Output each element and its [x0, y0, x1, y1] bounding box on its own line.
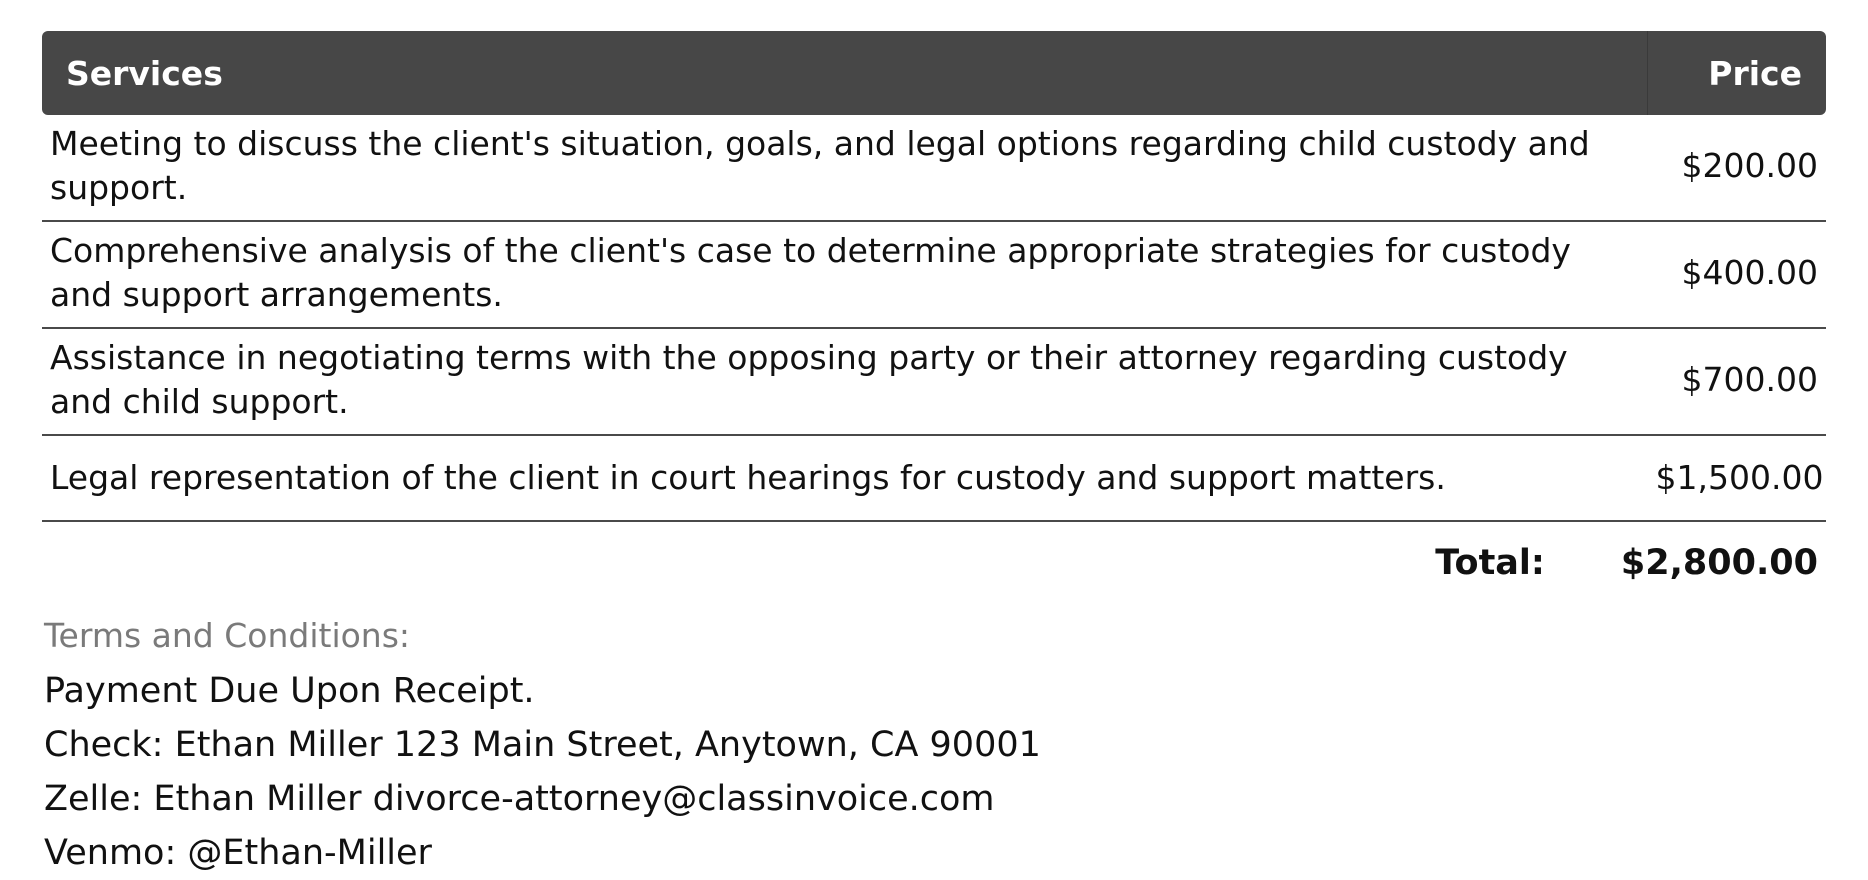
total-label: Total:	[1435, 543, 1545, 583]
invoice-page	[42, 31, 1826, 604]
service-description: Meeting to discuss the client's situation, goals, and legal options regarding child custody and support.	[42, 115, 1648, 221]
services-table	[42, 31, 1826, 522]
terms-title: Terms and Conditions:	[44, 616, 411, 655]
terms-section	[44, 608, 1041, 880]
table-row	[42, 221, 1826, 328]
service-price: $1,500.00	[1648, 435, 1827, 521]
terms-line: Zelle: Ethan Miller divorce-attorney@classinvoice.com	[44, 779, 995, 819]
table-row	[42, 435, 1826, 521]
service-price: $700.00	[1648, 328, 1827, 435]
terms-line: Venmo: @Ethan-Miller	[44, 833, 432, 873]
service-price: $400.00	[1648, 221, 1827, 328]
table-row	[42, 328, 1826, 435]
price-column-header: Price	[1648, 31, 1827, 115]
services-column-header: Services	[42, 31, 1648, 115]
service-description: Legal representation of the client in court hearings for custody and support matters.	[42, 435, 1648, 521]
total-value: $2,800.00	[1620, 543, 1818, 583]
terms-line: Payment Due Upon Receipt.	[44, 671, 535, 711]
service-description: Comprehensive analysis of the client's case to determine appropriate strategies for custody and support arrangements.	[42, 221, 1648, 328]
total-row	[42, 522, 1826, 604]
table-header-row	[42, 31, 1826, 115]
table-row	[42, 115, 1826, 221]
terms-line: Check: Ethan Miller 123 Main Street, Anytown, CA 90001	[44, 725, 1041, 765]
service-price: $200.00	[1648, 115, 1827, 221]
service-description: Assistance in negotiating terms with the opposing party or their attorney regarding custody and child support.	[42, 328, 1648, 435]
